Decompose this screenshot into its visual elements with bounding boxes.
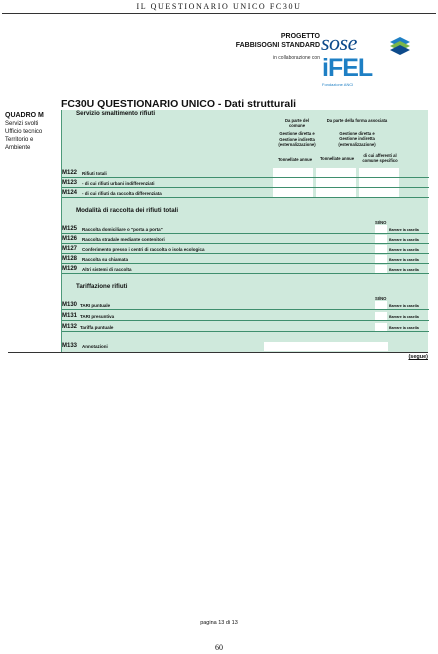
table-row <box>62 300 429 310</box>
quadro-description: Servizi svolti Ufficio tecnico Territorio e Ambiente <box>5 121 43 151</box>
row-note: Barrare la casella <box>389 228 419 232</box>
quadro-code: QUADRO M <box>5 112 44 119</box>
running-head: IL QUESTIONARIO UNICO FC30U <box>136 2 302 11</box>
row-note: Barrare la casella <box>389 326 419 330</box>
checkbox[interactable] <box>375 301 387 309</box>
row-label: Altri sistemi di raccolta <box>82 267 132 272</box>
section-title-raccolta: Modalità di raccolta dei rifiuti totali <box>76 207 179 214</box>
subhead-comune-specifico: di cui afferenti al comune specifico <box>362 153 398 164</box>
row-code: M129 <box>62 266 78 272</box>
row-note: Barrare la casella <box>389 248 419 252</box>
row-label: - di cui rifiuti urbani indifferenziati <box>82 181 155 186</box>
table-row <box>62 244 429 254</box>
form-panel <box>61 110 428 353</box>
collaboration-label: in collaborazione con <box>273 55 320 61</box>
row-code: M128 <box>62 256 78 262</box>
row-code: M122 <box>62 170 78 176</box>
row-label: Tariffa puntuale <box>80 325 114 330</box>
checkbox[interactable] <box>375 245 387 253</box>
header-rule <box>2 13 436 14</box>
row-label: TARI puntuale <box>80 303 111 308</box>
table-row <box>62 264 429 274</box>
ifel-logo: iFEL <box>322 54 373 82</box>
fondazione-label: Fondazione ANCI <box>322 82 354 87</box>
table-row <box>62 178 429 188</box>
table-row <box>62 188 429 198</box>
row-label: - di cui rifiuti da raccolta differenziata <box>82 191 162 196</box>
progetto-label: PROGETTO FABBISOGNI STANDARD <box>235 33 320 49</box>
sose-logo-icon <box>386 34 414 56</box>
row-code: M130 <box>62 302 78 308</box>
bottom-rule <box>8 352 428 353</box>
checkbox[interactable] <box>375 225 387 233</box>
checkbox[interactable] <box>375 312 387 320</box>
row-label: Rifiuti totali <box>82 171 107 176</box>
checkbox[interactable] <box>375 265 387 273</box>
table-row <box>62 322 429 332</box>
subhead-tonnellate-forma: Tonnellate annue <box>319 156 355 161</box>
row-note: Barrare la casella <box>389 258 419 262</box>
row-note: Barrare la casella <box>389 238 419 242</box>
sose-logo: sose <box>321 30 357 55</box>
row-code: M127 <box>62 246 78 252</box>
row-label: Raccolta su chiamata <box>82 257 129 262</box>
table-row <box>62 168 429 178</box>
document-title: FC30U QUESTIONARIO UNICO - Dati strutturali <box>61 98 297 110</box>
section-title-tariffazione: Tariffazione rifiuti <box>76 283 128 290</box>
si-no-header: SI/NO <box>375 220 387 225</box>
row-code: M126 <box>62 236 78 242</box>
checkbox[interactable] <box>375 323 387 331</box>
row-code: M132 <box>62 324 78 330</box>
table-row <box>62 234 429 244</box>
segue-label: (segue) <box>408 354 428 360</box>
row-label: Raccolta stradale mediante contenitori <box>82 237 165 242</box>
section-title-smaltimento: Servizio smaltimento rifiuti <box>76 110 156 117</box>
subhead-tonnellate-comune: Tonnellate annue <box>277 157 313 162</box>
row-code: M131 <box>62 313 78 319</box>
table-row <box>62 224 429 234</box>
row-code: M125 <box>62 226 78 232</box>
row-label: Raccolta domiciliare o "porta a porta" <box>82 227 163 232</box>
table-row <box>62 254 429 264</box>
row-code: M133 <box>62 343 78 349</box>
row-code: M123 <box>62 180 78 186</box>
row-label: TARI presuntiva <box>80 314 115 319</box>
column-head-comune: Da parte del comune Gestione diretta e Gestione indiretta (esternalizzazione) <box>278 118 316 147</box>
row-note: Barrare la casella <box>389 304 419 308</box>
row-label: Conferimento presso i centri di raccolta o isola ecologica <box>82 247 205 252</box>
logo-block <box>235 30 418 100</box>
page-number: 60 <box>215 643 223 652</box>
annotazioni-input[interactable] <box>264 342 388 351</box>
row-note: Barrare la casella <box>389 315 419 319</box>
column-head-forma-associata: Da parte della forma associata Gestione diretta e Gestione indiretta (esternalizzazione) <box>326 118 388 147</box>
page-count: pagina 13 di 13 <box>200 620 238 626</box>
table-row <box>62 311 429 321</box>
si-no-header: SI/NO <box>375 296 387 301</box>
annotazioni-row <box>62 341 429 352</box>
row-note: Barrare la casella <box>389 268 419 272</box>
row-label: Annotazioni <box>82 344 108 349</box>
quadro-sidebar <box>5 112 57 152</box>
checkbox[interactable] <box>375 255 387 263</box>
checkbox[interactable] <box>375 235 387 243</box>
row-code: M124 <box>62 190 78 196</box>
